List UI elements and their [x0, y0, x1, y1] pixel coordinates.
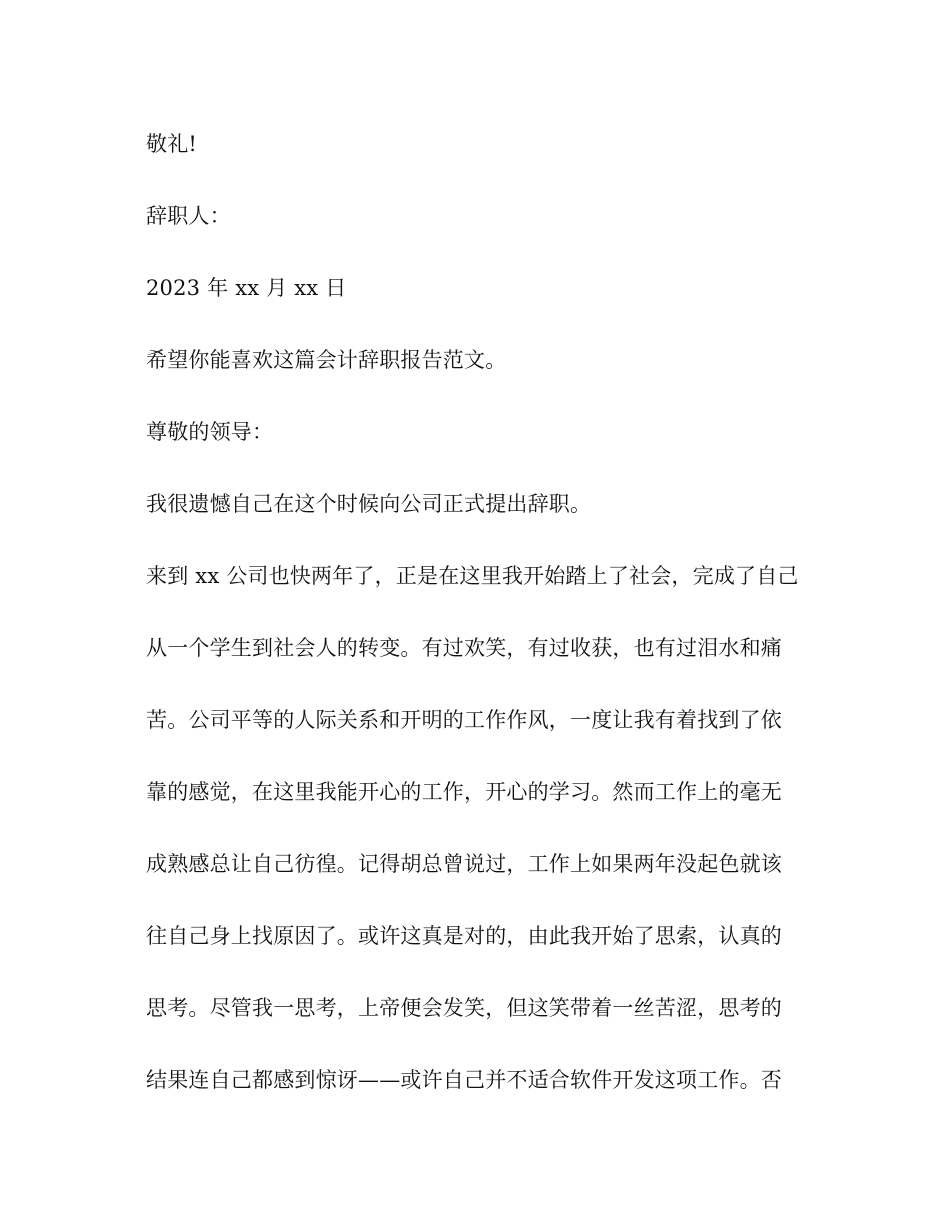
signature-label: 辞职人：	[146, 204, 231, 228]
document-body	[146, 126, 810, 1134]
greeting: 尊敬的领导：	[146, 420, 274, 444]
intro-text: 希望你能喜欢这篇会计辞职报告范文。	[146, 348, 507, 372]
body-paragraph-line: 苦。公司平等的人际关系和开明的工作作风，一度让我有着找到了依	[146, 708, 782, 732]
body-paragraph-line: 成熟感总让自己彷徨。记得胡总曾说过，工作上如果两年没起色就该	[146, 852, 782, 876]
body-paragraph-line: 往自己身上找原因了。或许这真是对的，由此我开始了思索，认真的	[146, 924, 782, 948]
body-paragraph-line: 我很遗憾自己在这个时候向公司正式提出辞职。	[146, 492, 592, 516]
closing-salutation: 敬礼!	[146, 132, 198, 156]
date-line: 2023 年 xx 月 xx 日	[146, 276, 347, 300]
body-paragraph-line: 从一个学生到社会人的转变。有过欢笑，有过收获，也有过泪水和痛	[146, 636, 782, 660]
body-paragraph-line: 来到 xx 公司也快两年了，正是在这里我开始踏上了社会，完成了自己	[146, 564, 799, 588]
body-paragraph-line: 结果连自己都感到惊讶——或许自己并不适合软件开发这项工作。否	[146, 1068, 782, 1092]
body-paragraph-line: 靠的感觉，在这里我能开心的工作，开心的学习。然而工作上的毫无	[146, 780, 782, 804]
body-paragraph-line: 思考。尽管我一思考，上帝便会发笑，但这笑带着一丝苦涩，思考的	[146, 996, 782, 1020]
